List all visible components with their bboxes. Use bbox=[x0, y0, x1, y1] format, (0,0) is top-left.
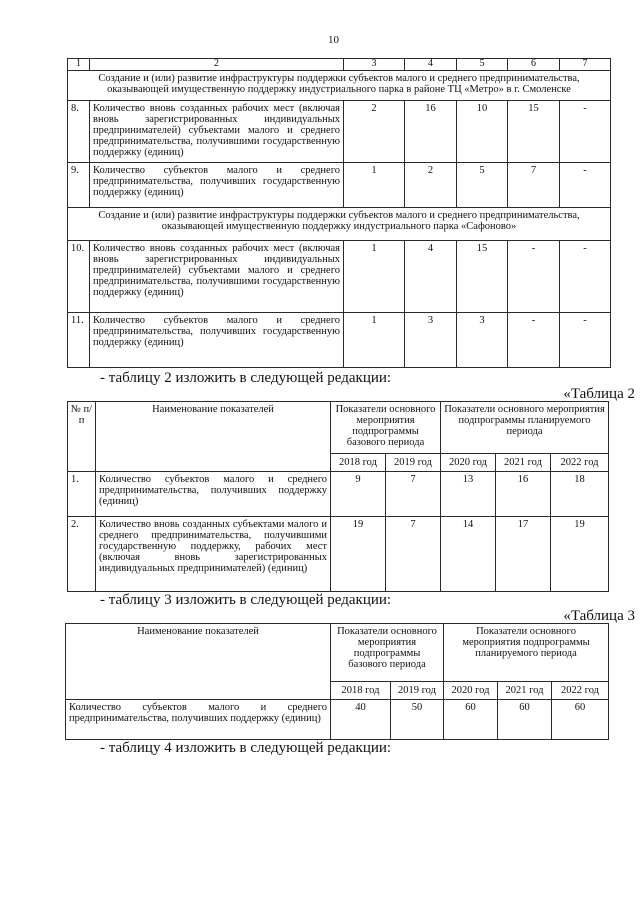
indicator-value: 7 bbox=[386, 472, 441, 517]
indicator-value: 16 bbox=[405, 101, 457, 163]
indicator-name: Количество субъектов малого и среднего предпринимательства, получивших поддержку (единиц) bbox=[96, 472, 331, 517]
indicator-value: 14 bbox=[441, 517, 496, 592]
section-row bbox=[68, 208, 611, 241]
indicator-value: 19 bbox=[551, 517, 609, 592]
table-row bbox=[68, 313, 611, 368]
column-number: 3 bbox=[344, 59, 405, 71]
indicator-value: 50 bbox=[391, 700, 444, 740]
indicator-value: 15 bbox=[457, 241, 508, 313]
row-number: 10. bbox=[68, 241, 90, 313]
indicator-name: Количество субъектов малого и среднего предпринимательства, получивших государственную поддержку (единиц) bbox=[90, 313, 344, 368]
year-header: 2020 год bbox=[441, 454, 496, 472]
year-header: 2019 год bbox=[386, 454, 441, 472]
indicator-value: 2 bbox=[405, 163, 457, 208]
year-header: 2020 год bbox=[444, 682, 498, 700]
row-number: 11. bbox=[68, 313, 90, 368]
table-row bbox=[68, 163, 611, 208]
instruction-table-4: - таблицу 4 изложить в следующей редакции: bbox=[100, 740, 392, 756]
indicator-name: Количество субъектов малого и среднего предпринимательства, получивших поддержку (единиц) bbox=[66, 700, 331, 740]
indicator-value: 60 bbox=[498, 700, 552, 740]
row-number: 1. bbox=[68, 472, 96, 517]
table-2-caption: «Таблица 2 bbox=[563, 386, 635, 402]
column-number: 4 bbox=[405, 59, 457, 71]
table-row bbox=[66, 700, 609, 740]
indicator-value: 1 bbox=[344, 163, 405, 208]
indicator-value: 3 bbox=[457, 313, 508, 368]
year-header: 2021 год bbox=[496, 454, 551, 472]
year-header: 2018 год bbox=[331, 682, 391, 700]
table-row bbox=[68, 241, 611, 313]
year-header: 2022 год bbox=[552, 682, 609, 700]
column-header-name: Наименование показателей bbox=[96, 402, 331, 472]
indicator-value: 17 bbox=[496, 517, 551, 592]
indicator-value: 5 bbox=[457, 163, 508, 208]
row-number: 2. bbox=[68, 517, 96, 592]
indicator-value: - bbox=[508, 241, 560, 313]
section-title: Создание и (или) развитие инфраструктуры поддержки субъектов малого и среднего предпринимательства, оказывающей имущественную поддержку индустриального парка «Сафоново» bbox=[68, 208, 611, 241]
indicator-value: 60 bbox=[444, 700, 498, 740]
indicator-value: 9 bbox=[331, 472, 386, 517]
indicator-name: Количество вновь созданных рабочих мест (включая вновь зарегистрированных индивидуальных предпринимателей) субъектами малого и среднего предпринимательства, получившими государственную поддержку (единиц) bbox=[90, 241, 344, 313]
instruction-table-3: - таблицу 3 изложить в следующей редакции: bbox=[100, 592, 392, 608]
column-header-number: № п/п bbox=[68, 402, 96, 472]
instruction-table-2: - таблицу 2 изложить в следующей редакции: bbox=[100, 370, 392, 386]
year-header: 2021 год bbox=[498, 682, 552, 700]
table-row bbox=[68, 101, 611, 163]
indicator-value: - bbox=[560, 313, 611, 368]
column-number: 7 bbox=[560, 59, 611, 71]
indicator-value: - bbox=[560, 101, 611, 163]
column-number: 6 bbox=[508, 59, 560, 71]
year-header: 2019 год bbox=[391, 682, 444, 700]
table-3 bbox=[65, 623, 609, 740]
column-number: 1 bbox=[68, 59, 90, 71]
column-number: 2 bbox=[90, 59, 344, 71]
indicator-value: 1 bbox=[344, 241, 405, 313]
indicator-value: - bbox=[560, 163, 611, 208]
indicator-value: 10 bbox=[457, 101, 508, 163]
table-3-caption: «Таблица 3 bbox=[563, 608, 635, 624]
page-number: 10 bbox=[328, 34, 339, 46]
table-header-row bbox=[66, 624, 609, 682]
indicator-value: - bbox=[508, 313, 560, 368]
column-number-row bbox=[68, 59, 611, 71]
row-number: 9. bbox=[68, 163, 90, 208]
section-row bbox=[68, 71, 611, 101]
table-row bbox=[68, 472, 609, 517]
indicator-value: - bbox=[560, 241, 611, 313]
section-title: Создание и (или) развитие инфраструктуры поддержки субъектов малого и среднего предпринимательства, оказывающей имущественную поддержку индустриального парка в районе ТЦ «Метро» в г. Смоленске bbox=[68, 71, 611, 101]
row-number: 8. bbox=[68, 101, 90, 163]
indicator-value: 7 bbox=[508, 163, 560, 208]
column-number: 5 bbox=[457, 59, 508, 71]
indicator-value: 4 bbox=[405, 241, 457, 313]
indicator-value: 19 bbox=[331, 517, 386, 592]
indicator-value: 18 bbox=[551, 472, 609, 517]
indicator-value: 15 bbox=[508, 101, 560, 163]
year-header: 2018 год bbox=[331, 454, 386, 472]
indicator-value: 3 bbox=[405, 313, 457, 368]
table-header-row bbox=[68, 402, 609, 454]
indicator-value: 13 bbox=[441, 472, 496, 517]
indicator-name: Количество субъектов малого и среднего предпринимательства, получивших государственную поддержку (единиц) bbox=[90, 163, 344, 208]
column-group-planned-period: Показатели основного мероприятия подпрограммы планируемого периода bbox=[444, 624, 609, 682]
indicator-value: 1 bbox=[344, 313, 405, 368]
indicator-value: 7 bbox=[386, 517, 441, 592]
indicators-table-continuation bbox=[67, 58, 611, 368]
indicator-name: Количество вновь созданных рабочих мест (включая вновь зарегистрированных индивидуальных предпринимателей) субъектами малого и среднего предпринимательства, получившими государственную поддержку (единиц) bbox=[90, 101, 344, 163]
indicator-value: 16 bbox=[496, 472, 551, 517]
column-group-base-period: Показатели основного мероприятия подпрограммы базового периода bbox=[331, 624, 444, 682]
indicator-value: 2 bbox=[344, 101, 405, 163]
table-row bbox=[68, 517, 609, 592]
indicator-name: Количество вновь созданных субъектами малого и среднего предпринимательства, получившими государственную поддержку, рабочих мест (включая вновь зарегистрированных индивидуальных предпринимателей) (единиц) bbox=[96, 517, 331, 592]
column-group-base-period: Показатели основного мероприятия подпрограммы базового периода bbox=[331, 402, 441, 454]
column-group-planned-period: Показатели основного мероприятия подпрограммы планируемого периода bbox=[441, 402, 609, 454]
column-header-name: Наименование показателей bbox=[66, 624, 331, 700]
year-header: 2022 год bbox=[551, 454, 609, 472]
indicator-value: 40 bbox=[331, 700, 391, 740]
table-2 bbox=[67, 401, 609, 592]
indicator-value: 60 bbox=[552, 700, 609, 740]
